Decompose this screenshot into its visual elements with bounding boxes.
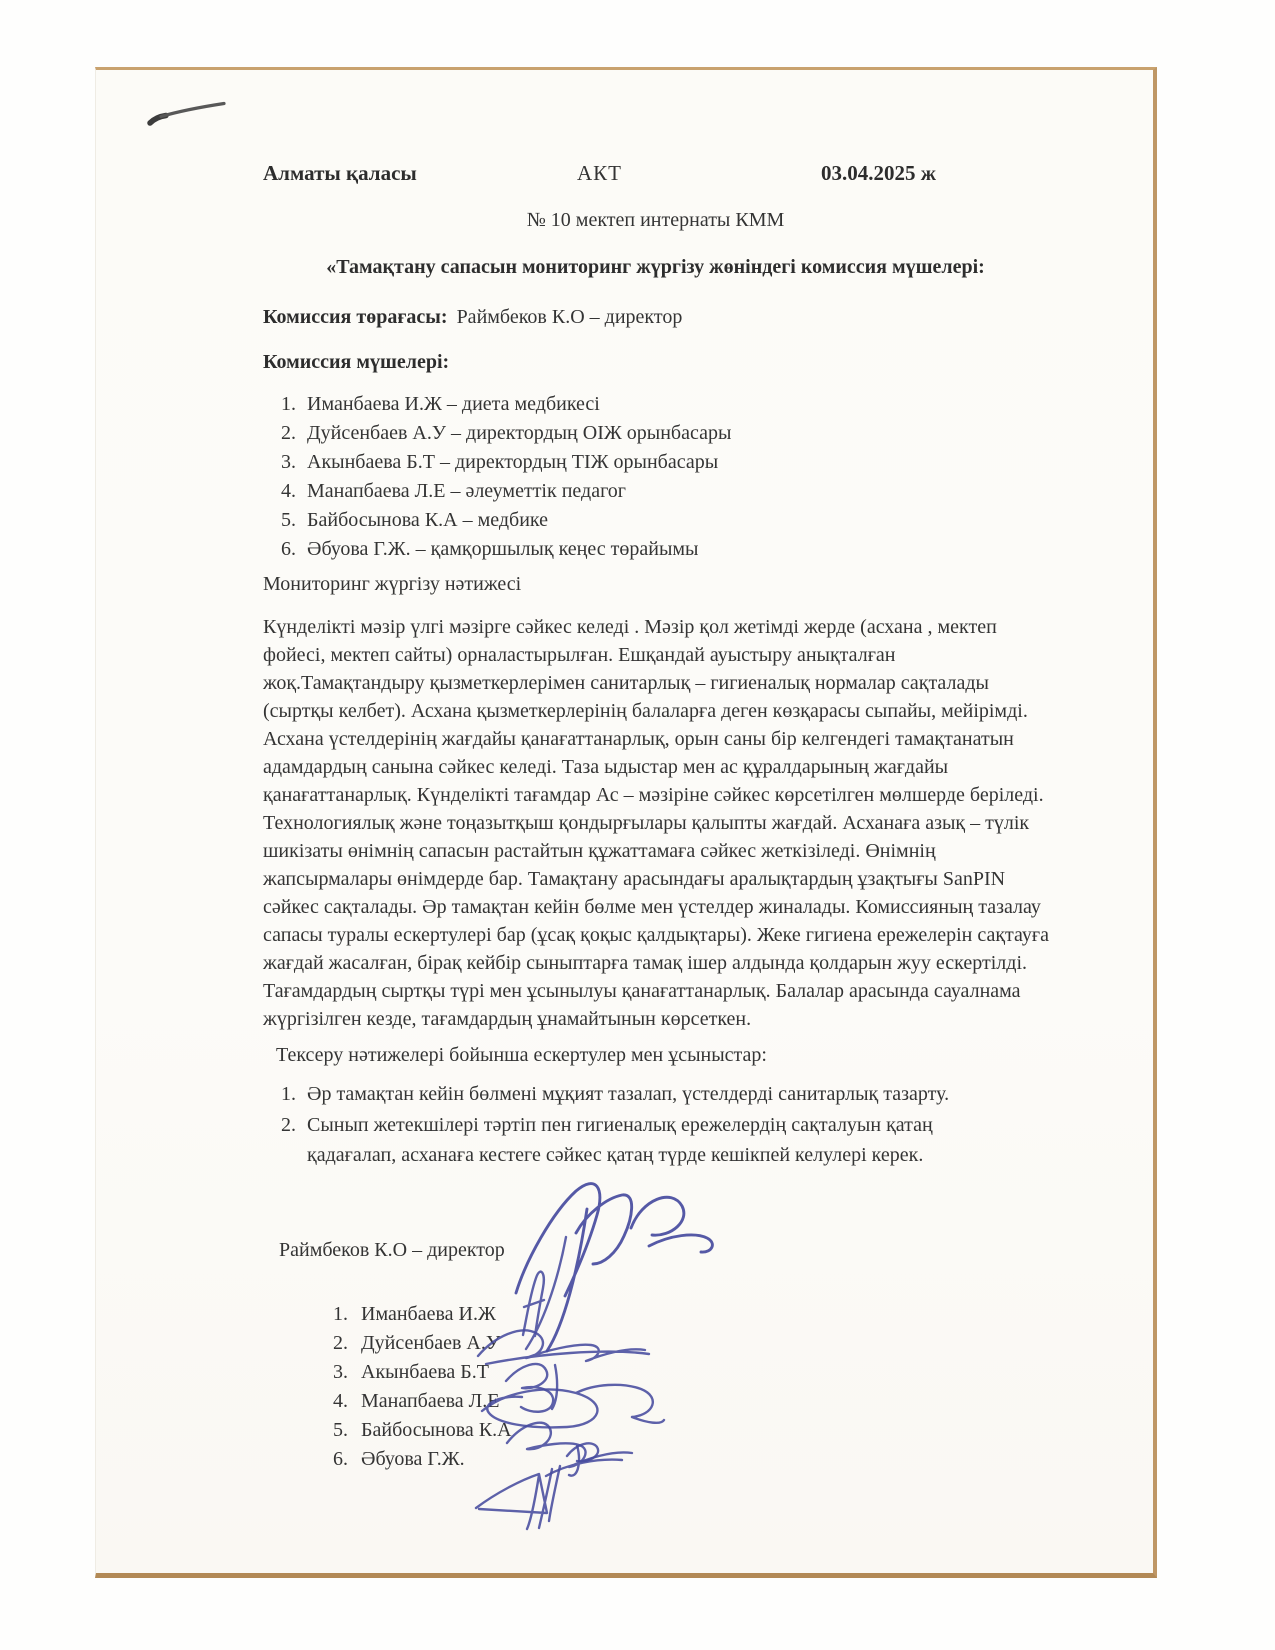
signatories-list [323, 1300, 1048, 1474]
member-item: 4. Манапбаева Л.Е – әлеуметтік педагог [301, 477, 1048, 506]
chairman-line [263, 303, 1048, 331]
member-item: 2. Дуйсенбаев А.У – директордың ОІЖ орынбасары [301, 419, 1048, 448]
signatory-item: 1. Иманбаева И.Ж [353, 1300, 1048, 1329]
organization-name: № 10 мектеп интернаты КММ [526, 209, 785, 231]
member-item: 1. Иманбаева И.Ж – диета медбикесі [301, 390, 1048, 419]
monitoring-paragraph: Күнделікті мәзір үлгі мәзірге сәйкес келеді . Мәзір қол жетімді жерде (асхана , мектеп фойесі, мектеп сайты) орналастырылған. Ешқандай ауыстыру анықталған жоқ.Тамақтандыру қызметкерлерімен санитарлық – гигиеналық нормалар сақталады (сыртқы келбет). Асхана қызметкерлерінің балаларға деген көзқарасы сыпайы, мейірімді. Асхана үстелдерінің жағдайы қанағаттанарлық, орын саны бір келгендегі тамақтанатын адамдардың санына сәйкес келеді. Таза ыдыстар мен ас құралдарының жағдайы қанағаттанарлық. Күнделікті тағамдар Ас – мәзіріне сәйкес көрсетілген мөлшерде беріледі. Технологиялық және тоңазытқыш қондырғылары қалыпты жағдай. Асханаға азық – түлік шикізаты өнімнің сапасын растайтын құжаттамаға сәйкес жеткізіледі. Өнімнің жапсырмалары өнімдерде бар. Тамақтану арасындағы аралықтардың ұзақтығы SanPIN сәйкес сақталады. Әр тамақтан кейін бөлме мен үстелдер жиналады. Комиссияның тазалау сапасы туралы ескертулері бар (ұсақ қоқыс қалдықтары). Жеке гигиена ережелерін сақтауға жағдай жасалған, бірақ кейбір сыныптарға тамақ ішер алдында қолдарын жуу ескертілді. Тағамдардың сыртқы түрі мен ұсынылуы қанағаттанарлық. Балалар арасында сауалнама жүргізілген кезде, тағамдардың ұнамайтынын көрсеткен. [263, 616, 1049, 1030]
recommendations-list [273, 1079, 973, 1170]
recommendations-heading: Тексеру нәтижелері бойынша ескертулер мен ұсыныстар: [276, 1044, 767, 1066]
director-name: Раймбеков К.О – директор [279, 1239, 505, 1261]
commission-title: «Тамақтану сапасын мониторинг жүргізу жөніндегі комиссия мүшелері: [326, 256, 985, 278]
commission-members-list [273, 390, 1048, 564]
recommendation-item: 2. Сынып жетекшілері тәртіп пен гигиеналық ережелердің сақталуын қатаң қадағалап, асханаға кестеге сәйкес қатаң түрде кешікпей келулері керек. [301, 1110, 973, 1170]
signatory-item: 2. Дуйсенбаев А.У [353, 1329, 1048, 1358]
scanned-document-page [95, 67, 1157, 1578]
document-header [263, 159, 1048, 187]
signatory-item: 5. Байбосынова К.А [353, 1416, 1048, 1445]
city-label: Алматы қаласы [263, 161, 417, 185]
member-item: 5. Байбосынова К.А – медбике [301, 506, 1048, 535]
chairman-name: Раймбеков К.О – директор [456, 306, 683, 328]
monitoring-heading: Мониторинг жүргізу нәтижесі [263, 573, 522, 595]
director-signature-line [279, 1236, 1048, 1264]
member-item: 3. Акынбаева Б.Т – директордың ТІЖ орынбасары [301, 448, 1048, 477]
member-item: 6. Әбуова Г.Ж. – қамқоршылық кеңес төрайымы [301, 535, 1048, 564]
recommendation-item: 1. Әр тамақтан кейін бөлмені мұқият тазалап, үстелдерді санитарлық тазарту. [301, 1079, 973, 1109]
chairman-label: Комиссия төрағасы: [263, 306, 448, 328]
signatory-item: 4. Манапбаева Л.Е [353, 1387, 1048, 1416]
doc-date: 03.04.2025 ж [821, 161, 936, 185]
signatory-item: 3. Акынбаева Б.Т [353, 1358, 1048, 1387]
signatory-item: 6. Әбуова Г.Ж. [353, 1445, 1048, 1474]
doc-type-title: АКТ [577, 161, 622, 185]
members-label: Комиссия мүшелері: [263, 351, 450, 373]
pen-scribble-mark [146, 98, 230, 128]
